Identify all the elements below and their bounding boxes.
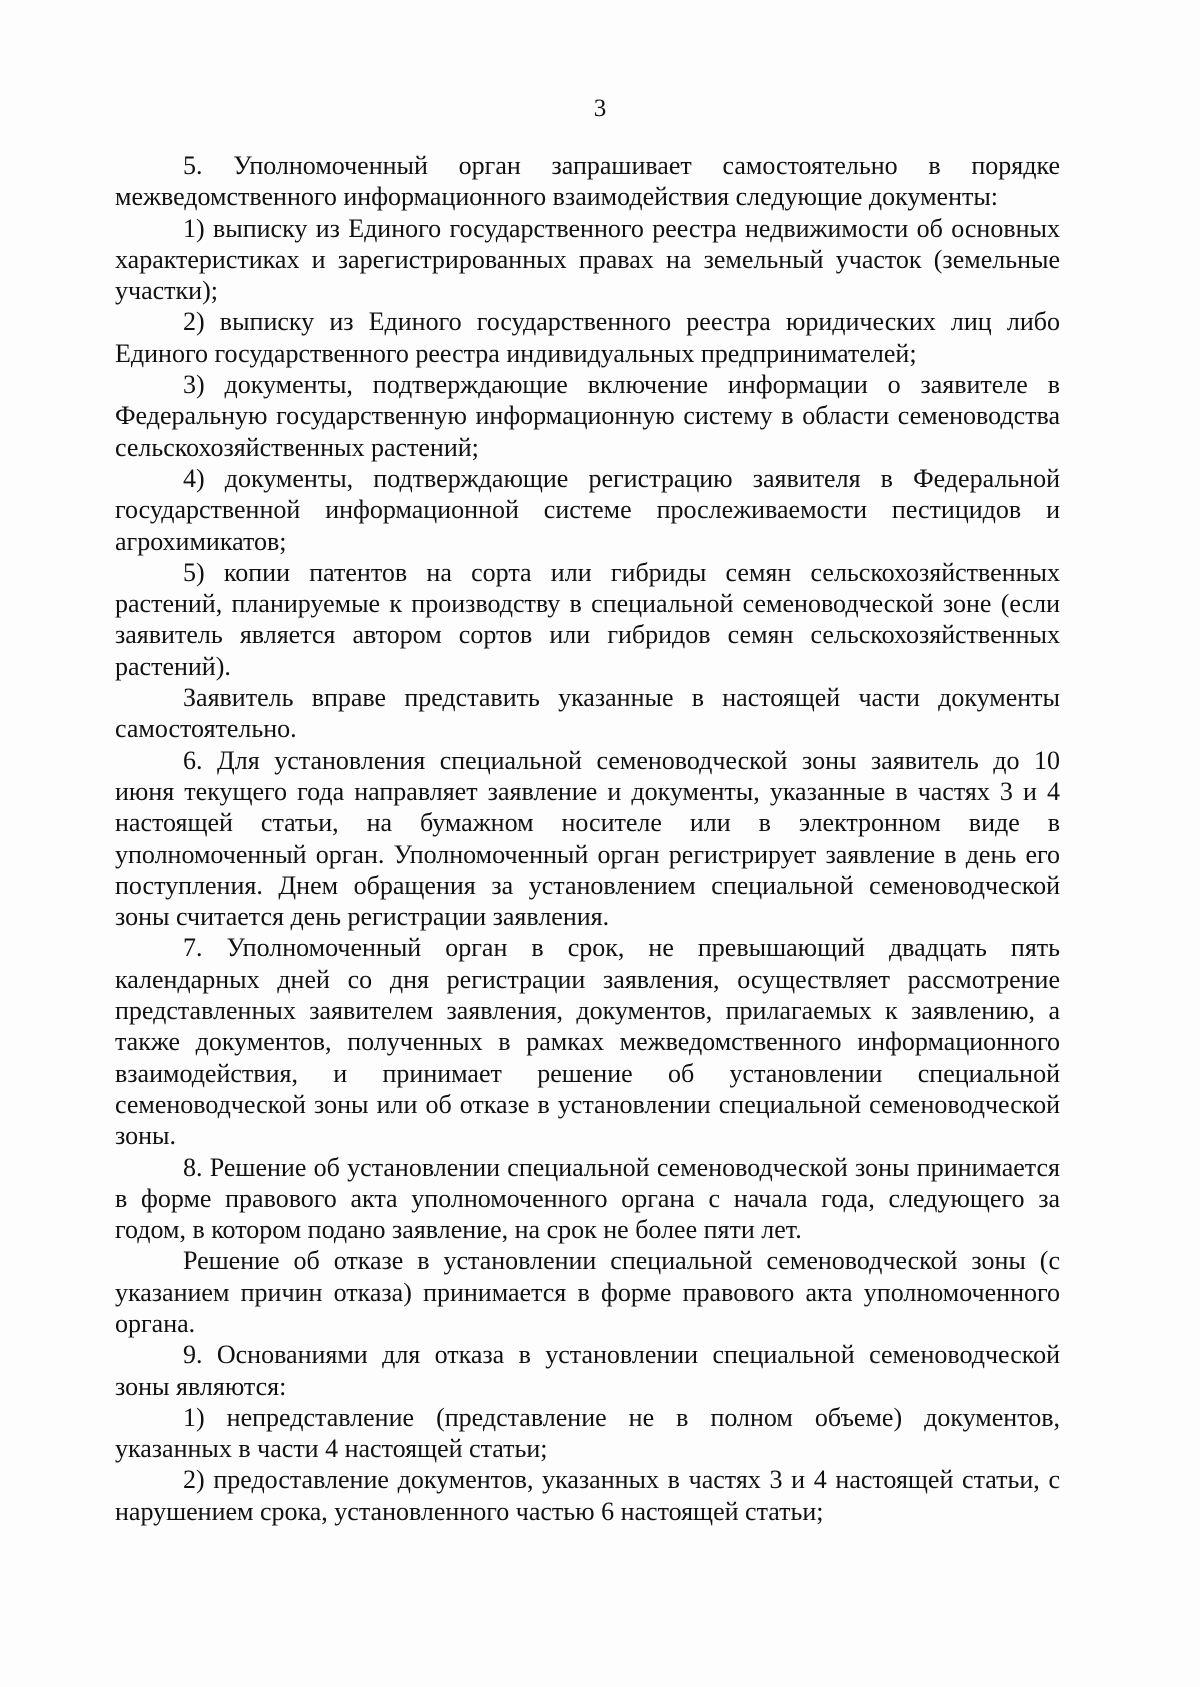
paragraph-8: 8. Решение об установлении специальной семеноводческой зоны принимается в форме правового акта уполномоченного органа с начала года, следующего за годом, в котором подано заявление, на срок не более пяти лет. (115, 1152, 1060, 1245)
document-body (115, 150, 1060, 1527)
paragraph-8-refusal: Решение об отказе в установлении специальной семеноводческой зоны (с указанием причин отказа) принимается в форме правового акта уполномоченного органа. (115, 1246, 1060, 1338)
paragraph-5-item-2: 2) выписку из Единого государственного реестра юридических лиц либо Единого государственного реестра индивидуальных предпринимателей; (115, 307, 1060, 368)
paragraph-5-note: Заявитель вправе представить указанные в настоящей части документы самостоятельно. (115, 683, 1060, 744)
paragraph-5-item-4: 4) документы, подтверждающие регистрацию заявителя в Федеральной государственной информационной системе прослеживаемости пестицидов и агрохимикатов; (115, 463, 1060, 556)
page-number: 3 (593, 95, 607, 122)
paragraph-9-intro: 9. Основаниями для отказа в установлении специальной семеноводческой зоны являются: (115, 1340, 1060, 1401)
paragraph-5-item-1: 1) выписку из Единого государственного реестра недвижимости об основных характеристиках и зарегистрированных правах на земельный участок (земельные участки); (115, 213, 1060, 306)
paragraph-6: 6. Для установления специальной семеноводческой зоны заявитель до 10 июня текущего года направляет заявление и документы, указанные в частях 3 и 4 настоящей статьи, на бумажном носителе или в электронном виде в уполномоченный орган. Уполномоченный орган регистрирует заявление в день его поступления. Днем обращения за установлением специальной семеноводческой зоны считается день регистрации заявления. (115, 745, 1060, 932)
paragraph-7: 7. Уполномоченный орган в срок, не превышающий двадцать пять календарных дней со дня регистрации заявления, осуществляет рассмотрение представленных заявителем заявления, документов, прилагаемых к заявлению, а также документов, полученных в рамках межведомственного информационного взаимодействия, и принимает решение об установлении специальной семеноводческой зоны или об отказе в установлении специальной семеноводческой зоны. (115, 933, 1060, 1151)
paragraph-5-intro: 5. Уполномоченный орган запрашивает самостоятельно в порядке межведомственного информационного взаимодействия следующие документы: (115, 151, 1060, 212)
paragraph-9-item-1: 1) непредставление (представление не в полном объеме) документов, указанных в части 4 настоящей статьи; (115, 1402, 1060, 1464)
paragraph-9-item-2: 2) предоставление документов, указанных в частях 3 и 4 настоящей статьи, с нарушением срока, установленного частью 6 настоящей статьи; (115, 1465, 1060, 1526)
paragraph-5-item-5: 5) копии патентов на сорта или гибриды семян сельскохозяйственных растений, планируемые к производству в специальной семеноводческой зоне (если заявитель является автором сортов или гибридов семян сельскохозяйственных растений). (115, 557, 1060, 681)
paragraph-5-item-3: 3) документы, подтверждающие включение информации о заявителе в Федеральную государственную информационную систему в области семеноводства сельскохозяйственных растений; (115, 370, 1060, 462)
